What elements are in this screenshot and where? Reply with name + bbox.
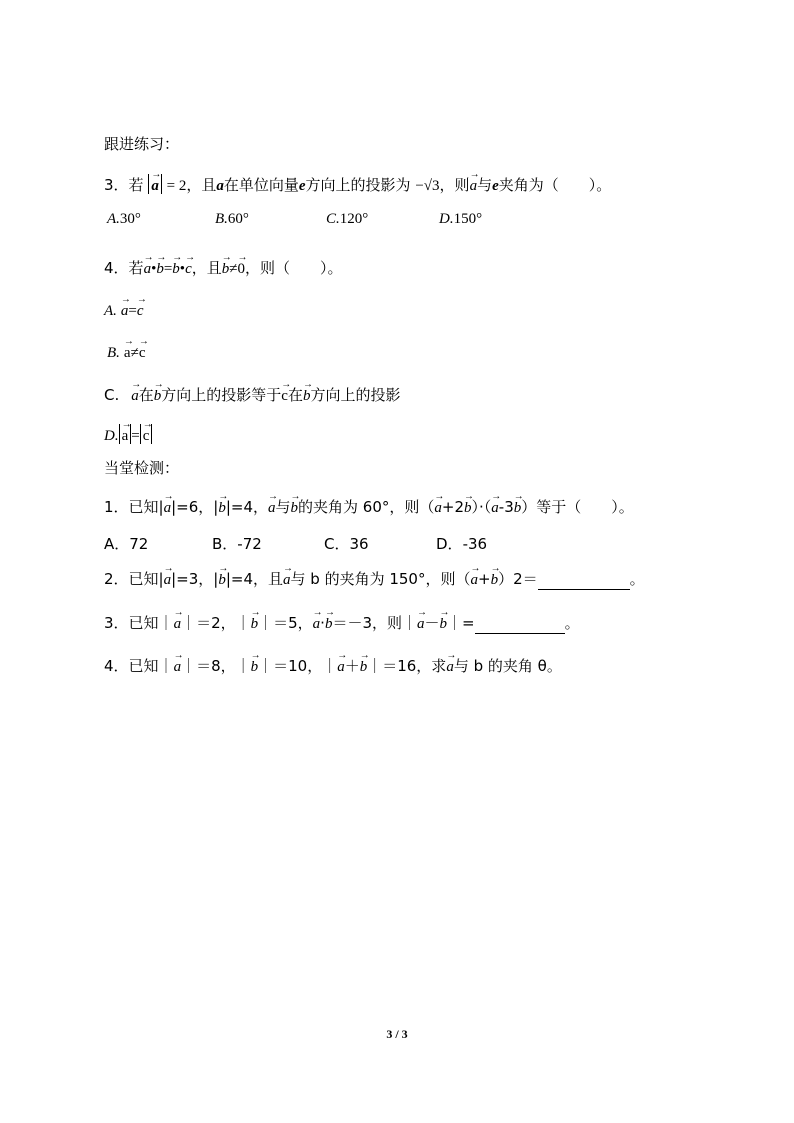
problem-4: 4．已知｜→ a｜＝8，｜→ b｜＝10，｜→ a＋→ b｜＝16，求→ a与 b 的夹角 θ。 xyxy=(104,653,562,677)
problem-2: 2．已知|→ a|=3，|→ b|=4，且→ a与 b 的夹角为 150°，则（→ a+→ b）2＝ 。 xyxy=(104,566,645,590)
problem-1: 1．已知|→ a|=6，|→ b|=4，→ a与→ b的夹角为 60°，则（→ a+2→ b）·（→ a-3→ b）等于（ ）。 xyxy=(104,494,634,518)
q3-option-b: B.60° xyxy=(215,211,249,227)
q3-option-a: A.30° xyxy=(107,211,141,227)
question-3: 3．若 → a = 2，且a在单位向量e方向上的投影为 −√3，则→ a与e夹角为（ ）。 xyxy=(104,172,611,196)
p1-option-b: B．-72 xyxy=(212,535,262,553)
abs-a: → a xyxy=(148,174,162,194)
q4-option-b: B.→ a≠→ c xyxy=(107,339,146,363)
q3-option-c: C.120° xyxy=(326,211,369,227)
answer-blank[interactable] xyxy=(475,617,565,634)
q4-option-d: D.→ a =→ c xyxy=(104,424,152,446)
section-title-practice: 跟进练习： xyxy=(104,135,180,153)
page-number: 3 / 3 xyxy=(386,1027,408,1041)
q3-option-d: D.150° xyxy=(439,211,483,227)
problem-3: 3．已知｜→ a｜＝2，｜→ b｜＝5，→ a·→ b＝－3，则｜→ a－→ b｜= 。 xyxy=(104,610,580,634)
section-title-check: 当堂检测： xyxy=(104,459,180,477)
p1-option-d: D．-36 xyxy=(436,535,488,553)
p1-option-a: A．72 xyxy=(104,535,149,553)
p1-option-c: C．36 xyxy=(324,535,369,553)
q4-option-c: C.→ a在→ b方向上的投影等于→ c在→ b方向上的投影 xyxy=(104,382,400,406)
q4-option-a: A.→ a=→ c xyxy=(104,297,144,321)
answer-blank[interactable] xyxy=(538,573,630,590)
question-4: 4．若→ a•→ b=→ b•→ c，且→ b≠→ 0，则（ ）。 xyxy=(104,255,343,279)
